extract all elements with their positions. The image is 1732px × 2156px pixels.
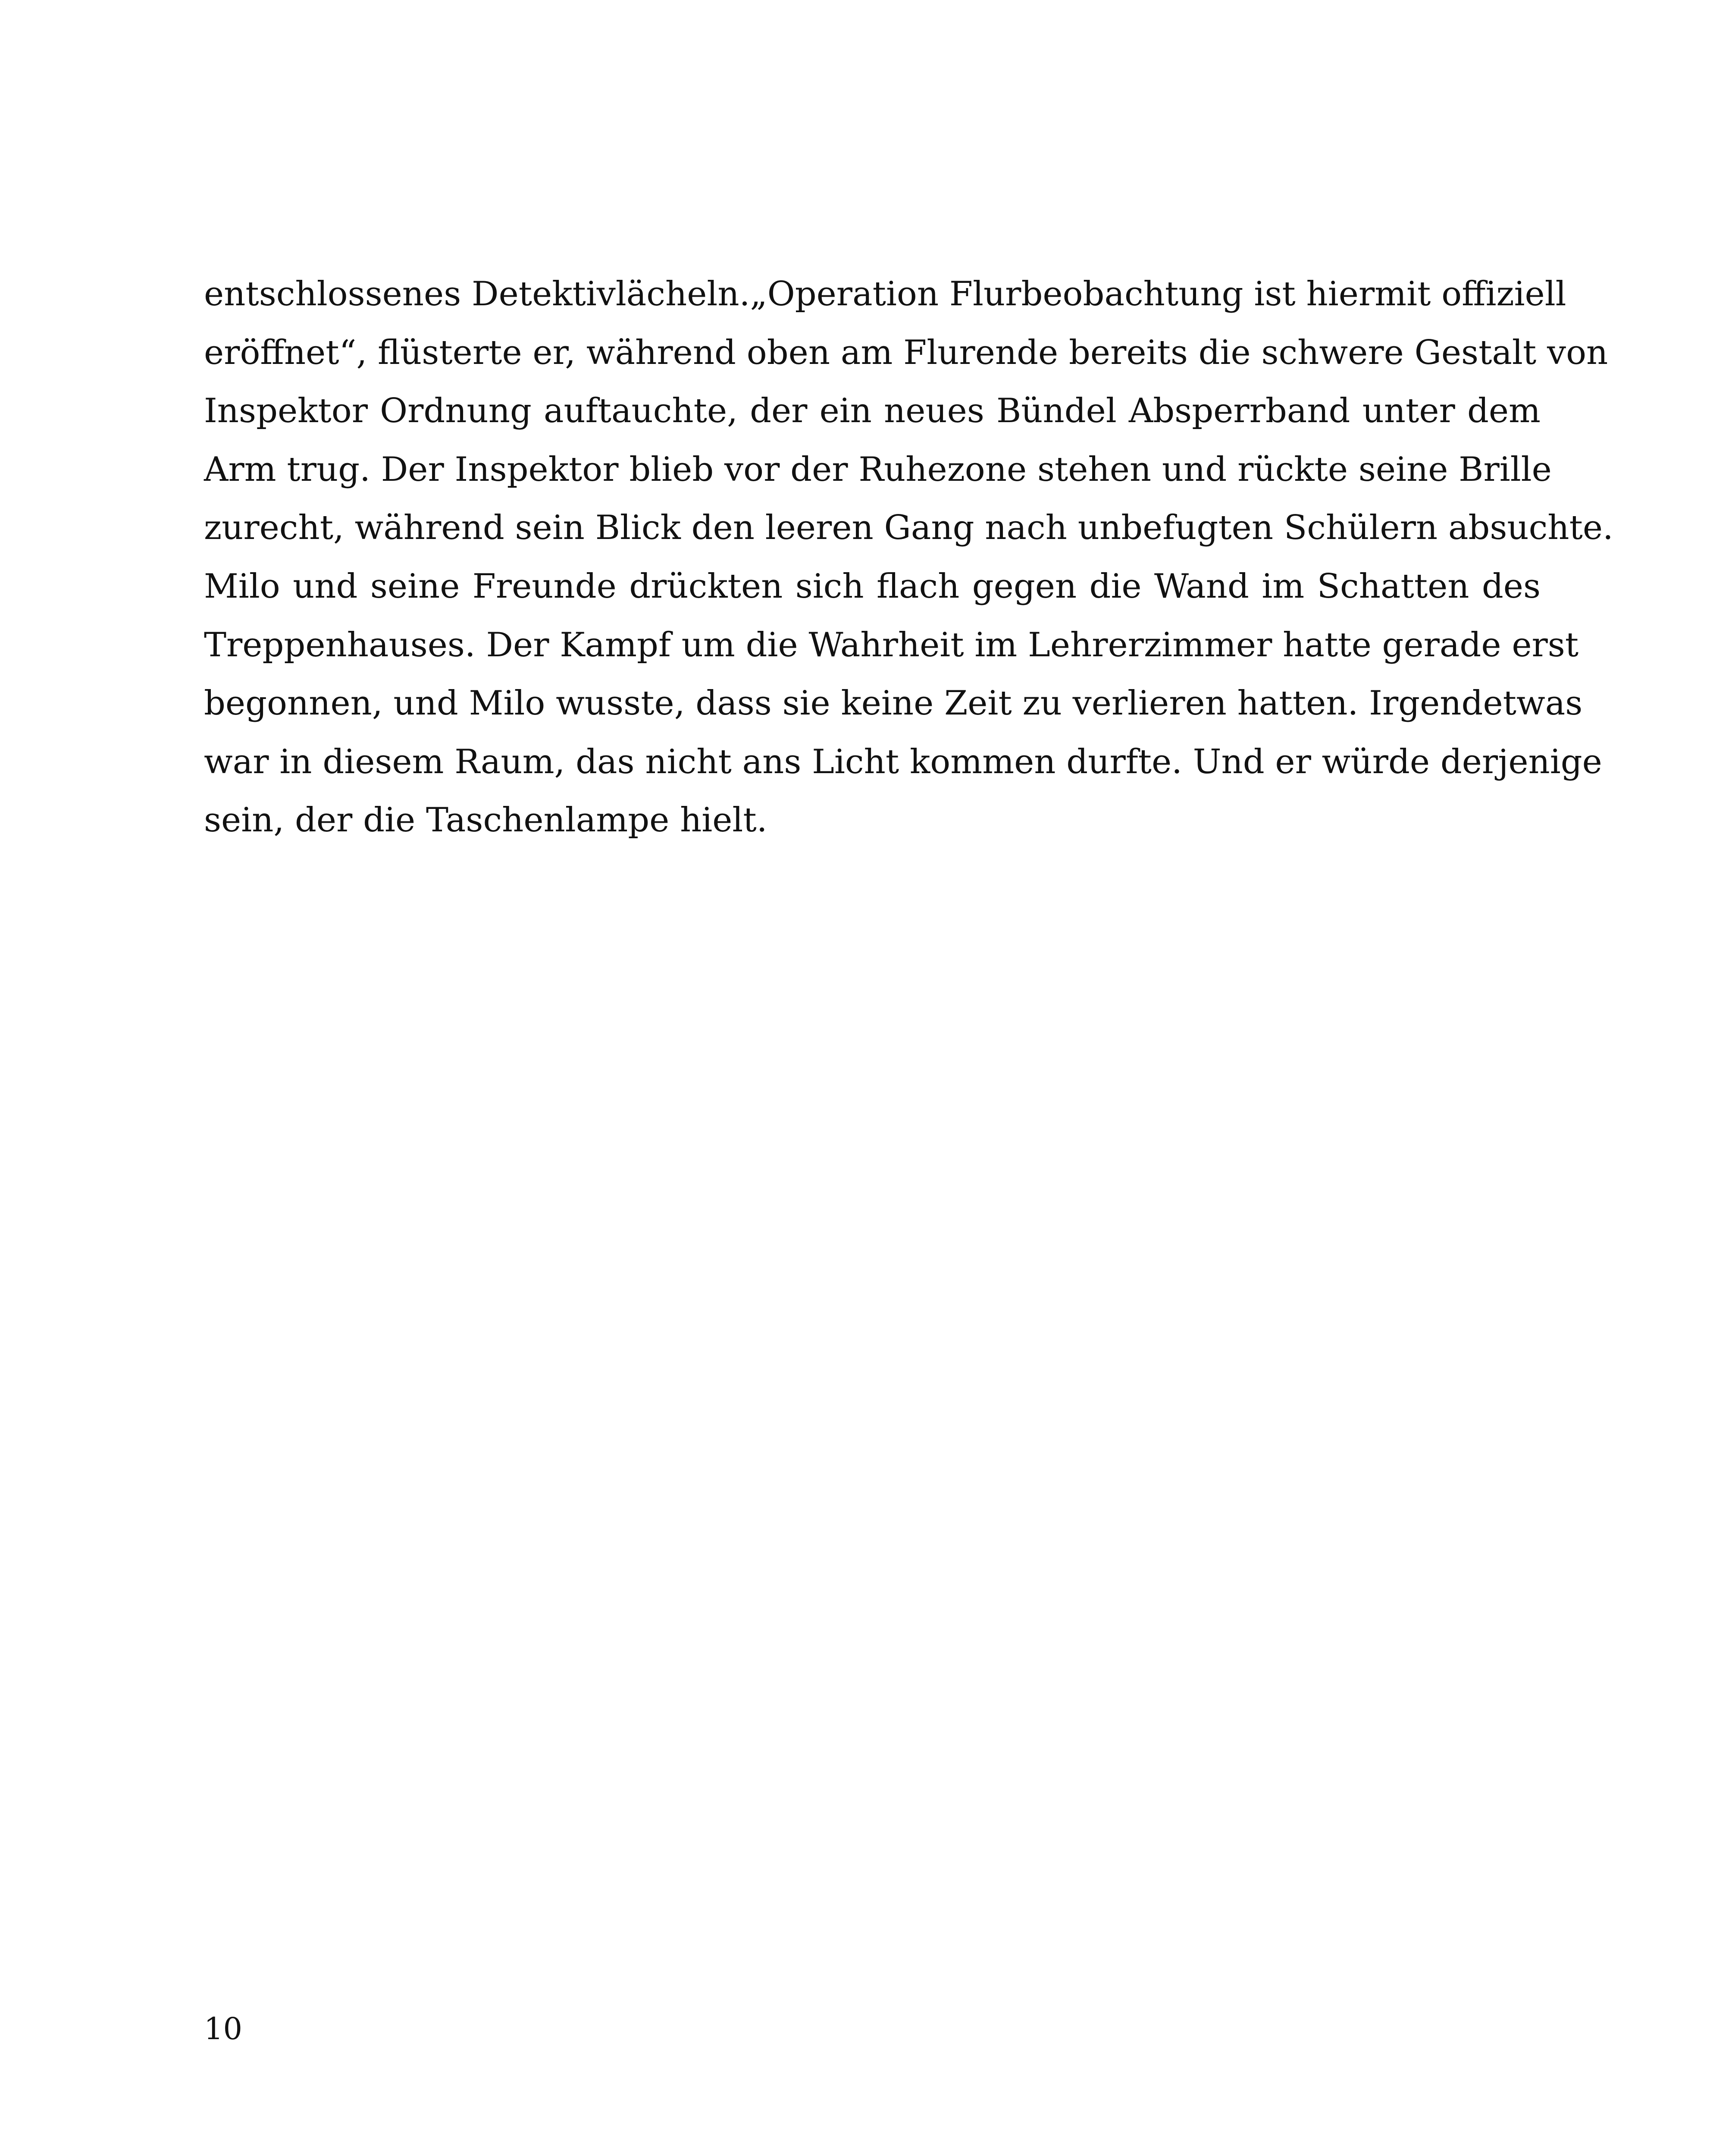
text-line: Arm trug. Der Inspektor blieb vor der Ruhezone stehen und rückte seine Brille xyxy=(204,450,1552,489)
page-number: 10 xyxy=(204,2011,243,2046)
body-paragraph xyxy=(204,265,1613,850)
text-line: begonnen, und Milo wusste, dass sie keine Zeit zu verlieren hatten. Irgendetwas xyxy=(204,684,1583,723)
text-line: entschlossenes Detektivlächeln.„Operation Flurbeobachtung ist hiermit offiziell xyxy=(204,275,1566,313)
text-line: war in diesem Raum, das nicht ans Licht kommen durfte. Und er würde derjenige xyxy=(204,742,1602,781)
text-line: Inspektor Ordnung auftauchte, der ein neues Bündel Absperrband unter dem xyxy=(204,392,1541,431)
text-line: sein, der die Taschenlampe hielt. xyxy=(204,801,767,840)
text-line: Treppenhauses. Der Kampf um die Wahrheit im Lehrerzimmer hatte gerade erst xyxy=(204,625,1579,664)
text-line: Milo und seine Freunde drückten sich flach gegen die Wand im Schatten des xyxy=(204,567,1541,606)
text-line: eröffnet“, flüsterte er, während oben am Flurende bereits die schwere Gestalt von xyxy=(204,333,1608,372)
text-line: zurecht, während sein Blick den leeren Gang nach unbefugten Schülern absuchte. xyxy=(204,508,1613,548)
